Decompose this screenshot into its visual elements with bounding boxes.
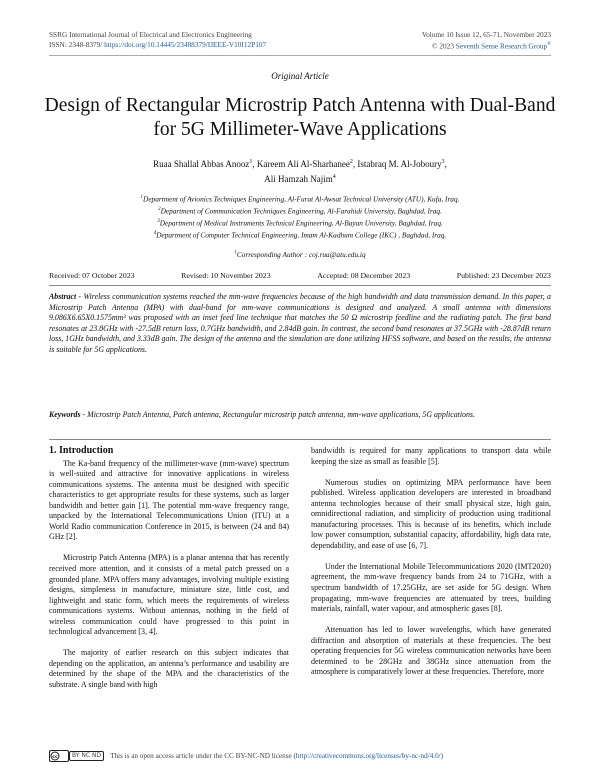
license-footer [49, 750, 569, 762]
corresponding-author: $^1$Corresponding Author : coj.rua@atu.edu.iq [234, 250, 366, 259]
revised-date: Revised: 10 November 2023 [181, 271, 271, 280]
section-heading: 1. Introduction [49, 445, 114, 456]
paper-title: Design of Rectangular Microstrip Patch Antenna with Dual-Band for 5G Millimeter-Wave Applications [44, 95, 556, 140]
keywords-divider [49, 439, 551, 440]
right-column [311, 446, 551, 688]
affiliation: $^4$Department of Computer Technical Engineering, Imam Al-Kadhum College (IKC) , Baghdad, Iraq. [153, 230, 447, 240]
paragraph: Microstrip Patch Antenna (MPA) is a planar antenna that has recently received more attention, and it consists of a metal patch pressed on a grounded plane. MPA offers many advantages, involving multiple existing designs, simpleness in manufacture, miniature size, little cost, and lightweight and static form, which meets the requirements of wireless communications systems. Without antennas, nothing in the field of wireless communication could have progressed to this point in technological advancement [3, 4]. [49, 553, 289, 637]
license-terms: BY NC ND [69, 751, 104, 761]
left-column [49, 446, 289, 701]
published-date: Published: 23 December 2023 [456, 271, 551, 280]
author: Ali Hamzah Najim [264, 174, 333, 184]
affiliation: $^2$Department of Communication Techniques Engineering, Al-Farahidi University, Baghdad, Iraq. [158, 206, 442, 216]
cc-license-icon [49, 750, 104, 762]
paragraph: Under the International Mobile Telecommunications 2020 (IMT2020) agreement, the mm-wave frequency bands from 24 to 71GHz, with a spectrum bandwidth of 17.25GHz, are set aside for 5G design. When propagating, mm-wave frequencies are attenuated by trees, building materials, rainfall, water vapour, and atmospheric gases [8]. [311, 561, 551, 614]
volume-header [422, 30, 551, 51]
svg-text:cc: cc [52, 754, 58, 760]
journal-name: SSRG International Journal of Electrical and Electronics Engineering [49, 30, 252, 39]
issn: ISSN: 2348-8379/ [49, 40, 103, 49]
cc-logo-icon [49, 750, 69, 762]
abstract-text: Wireless communication systems reached the mm-wave frequencies because of the high bandwidth and data transmission demand. In this paper, a Microstrip Patch Antenna (MPA) with dual-band for mm-wave communications is designed and analyzed. A small antenna with dimensions 9.086X6.65X0.1575mm³ was proposed with an inset feed line technique that matches the 50 Ω microstrip feedline and the radiating patch. The first band resonates at 23.8GHz with -27.5dB return loss, 0.7GHz bandwidth, and 2.84dB gain. In contrast, the second band resonates at 37.5GHz with -28.87dB return loss, 1GHz bandwidth, and 3.33dB gain. The design of the antenna and the simulation are done utilizing HFSS software, and based on the results, the antenna is suitable for 5G applications. [49, 292, 551, 354]
affiliation: $^1$Department of Avionics Techniques Engineering, Al-Furat Al-Awsat Technical University (ATU), Kufa, Iraq. [140, 194, 460, 204]
abstract [49, 292, 551, 356]
paragraph: Numerous studies on optimizing MPA performance have been published. Wireless application developers are interested in broadband antenna technologies because of their small physical size, high gain, omnidirectional radiation, and simplicity of production using traditional manufacturing processes. This is because of its benefits, which include low power consumption, substantial capacity, affordability, high data rate, dependability, and ease of use [6, 7]. [311, 477, 551, 550]
paragraph: bandwidth is required for many applications to transport data while keeping the size as small as feasible [5]. [311, 446, 551, 466]
article-type: Original Article [271, 71, 329, 81]
author: Ruaa Shallal Abbas Anooz [153, 159, 250, 169]
keywords-label: Keywords - [49, 410, 88, 419]
header-divider [49, 55, 551, 56]
issn-doi-line [49, 40, 266, 50]
accepted-date: Accepted: 08 December 2023 [317, 271, 411, 280]
author: Istabraq M. Al-Joboury [357, 159, 442, 169]
dates-divider [49, 285, 551, 286]
paragraph: The Ka-band frequency of the millimeter-wave (mm-wave) spectrum is well-suited and attractive for innovative applications in wireless communications systems. The antenna must be designed with specific characteristics to get appropriate results for these systems, such as larger bandwidth and better gain [1]. The potential mm-wave frequency range, unpacked by the International Telecommunications Union (ITU) at a World Radio communication Conference in 2015, is between (24 and 84) GHz [2]. [49, 458, 289, 542]
keywords-text: Microstrip Patch Antenna, Patch antenna, Rectangular microstrip patch antenna, mm-wave applications, 5G applications. [87, 410, 475, 419]
received-date: Received: 07 October 2023 [49, 271, 135, 280]
copyright-line: © 2023 Seventh Sense Research Group® [432, 41, 551, 51]
affiliations [60, 193, 540, 241]
doi-link[interactable]: https://doi.org/10.14445/23488379/IJEEE-V10I12P107 [102, 40, 267, 49]
paragraph: The majority of earlier research on this subject indicates that depending on the application, an antenna’s performance and usability are determined by the shape of the MPA and the characteristics of the substrate. A single band with high [49, 648, 289, 689]
keywords [49, 410, 551, 421]
author-list: Ruaa Shallal Abbas Anooz$^1$, Kareem Ali Al-Sharhanee$^2$, Istabraq M. Al-Joboury$^3$, Ali Hamzah Najim$^4$ [153, 159, 447, 184]
dates-row [49, 271, 551, 280]
license-link[interactable]: http://creativecommons.org/licenses/by-nc-nd/4.0/ [295, 752, 441, 760]
license-text: This is an open access article under the CC BY-NC-ND license (http://creativecommons.org/licenses/by-nc-nd/4.0/) [110, 752, 444, 760]
abstract-label: Abstract - [49, 292, 84, 301]
affiliation: $^3$Department of Medical Instruments Technical Engineering, Al-Bayan University, Baghdad, Iraq. [157, 218, 443, 228]
author: Kareem Ali Al-Sharhanee [256, 159, 350, 169]
volume-info: Volume 10 Issue 12, 65-71, November 2023 [421, 30, 551, 39]
paragraph: Attenuation has led to lower wavelengths, which have generated diffraction and absorption of materials at these frequencies. The best operating frequencies for 5G wireless communication networks have been determined to be 28GHz and 38GHz since attenuation from the atmosphere is comparatively lower at these frequencies. Therefore, more [311, 625, 551, 677]
publisher-name: Seventh Sense Research Group [455, 41, 548, 51]
journal-header [49, 30, 266, 50]
